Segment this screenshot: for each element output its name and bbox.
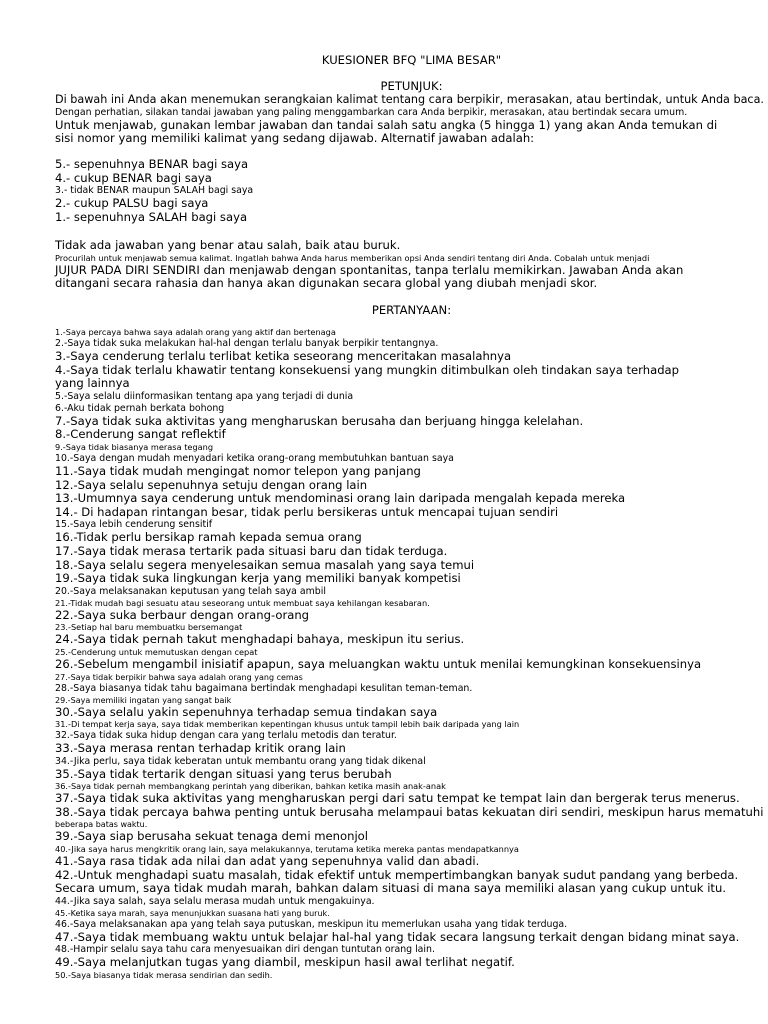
- answer-options: [55, 158, 253, 224]
- question-line: 50.-Saya biasanya tidak merasa sendirian dan sedih.: [55, 970, 273, 981]
- answer-option: 3.- tidak BENAR maupun SALAH bagi saya: [55, 185, 254, 197]
- pertanyaan-heading: PERTANYAAN:: [371, 303, 452, 317]
- question-line: 17.-Saya tidak merasa tertarik pada situasi baru dan tidak terduga.: [55, 543, 448, 558]
- question-line: 1.-Saya percaya bahwa saya adalah orang yang aktif dan bertenaga: [55, 327, 336, 337]
- question-line: 20.-Saya melaksanakan keputusan yang telah saya ambil: [55, 585, 326, 597]
- question-line: 5.-Saya selalu diinformasikan tentang apa yang terjadi di dunia: [55, 390, 354, 402]
- question-line: 3.-Saya cenderung terlalu terlibat ketika seseorang menceritakan masalahnya: [55, 349, 512, 363]
- document-title: KUESIONER BFQ "LIMA BESAR": [321, 53, 502, 67]
- question-line: 2.-Saya tidak suka melakukan hal-hal dengan terlalu banyak berpikir tentangnya.: [55, 338, 439, 349]
- answer-option: 2.- cukup PALSU bagi saya: [55, 196, 209, 211]
- question-line: 8.-Cenderung sangat reflektif: [55, 427, 226, 442]
- question-line: 13.-Umumnya saya cenderung untuk mendominasi orang lain daripada mengalah kepada mereka: [55, 491, 626, 506]
- question-line: 47.-Saya tidak membuang waktu untuk belajar hal-hal yang tidak secara langsung terkait dengan bidang minat saya.: [55, 929, 740, 944]
- question-line: 36.-Saya tidak pernah membangkang perintah yang diberikan, bahkan ketika masih anak-anak: [55, 781, 446, 792]
- answer-option: 1.- sepenuhnya SALAH bagi saya: [55, 209, 248, 224]
- question-line: 4.-Saya tidak terlalu khawatir tentang konsekuensi yang mungkin ditimbulkan oleh tindakan saya terhadap: [55, 362, 680, 377]
- question-line: 41.-Saya rasa tidak ada nilai dan adat yang sepenuhnya valid dan abadi.: [55, 854, 480, 869]
- question-line: Secara umum, saya tidak mudah marah, bahkan dalam situasi di mana saya memiliki alasan yang cukup untuk itu.: [55, 881, 726, 896]
- notes-block: [55, 239, 683, 291]
- answer-option: 4.- cukup BENAR bagi saya: [55, 170, 212, 185]
- question-line: 45.-Ketika saya marah, saya menunjukkan suasana hati yang buruk.: [55, 908, 330, 918]
- question-line: 32.-Saya tidak suka hidup dengan cara yang terlalu metodis dan teratur.: [55, 730, 397, 742]
- instruction-line: Di bawah ini Anda akan menemukan serangkaian kalimat tentang cara berpikir, merasakan, atau bertindak, untuk Anda baca.: [55, 93, 764, 106]
- question-line: 14.- Di hadapan rintangan besar, tidak perlu bersikeras untuk mencapai tujuan sendiri: [55, 504, 559, 519]
- question-list: [55, 327, 768, 981]
- question-line: 26.-Sebelum mengambil inisiatif apapun, saya meluangkan waktu untuk menilai kemungkinan konsekuensinya: [55, 656, 702, 671]
- question-line: 24.-Saya tidak pernah takut menghadapi bahaya, meskipun itu serius.: [55, 632, 465, 647]
- question-line: 9.-Saya tidak biasanya merasa tegang: [55, 441, 214, 452]
- question-line: 23.-Setiap hal baru membuatku bersemangat: [55, 622, 243, 633]
- question-line: yang lainnya: [55, 376, 130, 391]
- question-line: 22.-Saya suka berbaur dengan orang-orang: [55, 607, 310, 622]
- question-line: 7.-Saya tidak suka aktivitas yang mengharuskan berusaha dan berjuang hingga kelelahan.: [55, 413, 584, 428]
- question-line: 25.-Cenderung untuk memutuskan dengan cepat: [55, 646, 258, 657]
- question-line: 12.-Saya selalu sepenuhnya setuju dengan orang lain: [55, 477, 368, 492]
- question-line: 37.-Saya tidak suka aktivitas yang mengharuskan pergi dari satu tempat ke tempat lain dan bergerak terus menerus.: [55, 791, 740, 806]
- question-line: 42.-Untuk menghadapi suatu masalah, tidak efektif untuk mempertimbangkan banyak sudut pandang yang berbeda.: [55, 867, 739, 882]
- instruction-line: Dengan perhatian, silakan tandai jawaban yang paling menggambarkan cara Anda berpikir, merasakan, atau bertindak secara umum.: [55, 106, 688, 118]
- question-line: beberapa batas waktu.: [55, 820, 148, 830]
- question-line: 35.-Saya tidak tertarik dengan situasi yang terus berubah: [55, 766, 392, 781]
- question-line: 48.-Hampir selalu saya tahu cara menyesuaikan diri dengan tuntutan orang lain.: [55, 944, 435, 956]
- question-line: 30.-Saya selalu yakin sepenuhnya terhadap semua tindakan saya: [55, 704, 438, 719]
- note-line: JUJUR PADA DIRI SENDIRI dan menjawab dengan spontanitas, tanpa terlalu memikirkan. Jawaban Anda akan: [55, 262, 684, 277]
- question-line: 11.-Saya tidak mudah mengingat nomor telepon yang panjang: [55, 463, 421, 478]
- instructions-block: [55, 93, 768, 146]
- question-line: 31.-Di tempat kerja saya, saya tidak memberikan kepentingan khusus untuk tampil lebih baik daripada yang lain: [55, 719, 520, 730]
- question-line: 18.-Saya selalu segera menyelesaikan semua masalah yang saya temui: [55, 557, 475, 572]
- question-line: 16.-Tidak perlu bersikap ramah kepada semua orang: [55, 530, 362, 545]
- note-line: Procurilah untuk menjawab semua kalimat. Ingatlah bahwa Anda harus memberikan opsi Anda sendiri tentang diri Anda. Cobalah untuk menjadi: [55, 252, 650, 263]
- answer-option: 5.- sepenuhnya BENAR bagi saya: [55, 157, 249, 171]
- question-line: 39.-Saya siap berusaha sekuat tenaga demi menonjol: [55, 829, 368, 844]
- question-line: 46.-Saya melaksanakan apa yang telah saya putuskan, meskipun itu memerlukan usaha yang tidak terduga.: [55, 918, 568, 930]
- question-line: 6.-Aku tidak pernah berkata bohong: [55, 402, 225, 414]
- question-line: 29.-Saya memiliki ingatan yang sangat baik: [55, 695, 232, 705]
- question-line: 27.-Saya tidak berpikir bahwa saya adalah orang yang cemas: [55, 672, 303, 682]
- question-line: 21.-Tidak mudah bagi sesuatu atau seseorang untuk membuat saya kehilangan kesabaran.: [55, 597, 430, 608]
- note-line: ditangani secara rahasia dan hanya akan digunakan secara global yang diubah menjadi skor.: [55, 276, 598, 291]
- question-line: 49.-Saya melanjutkan tugas yang diambil, meskipun hasil awal terlihat negatif.: [55, 955, 515, 970]
- instruction-line: sisi nomor yang memiliki kalimat yang sedang dijawab. Alternatif jawaban adalah:: [55, 131, 535, 146]
- question-line: 19.-Saya tidak suka lingkungan kerja yang memiliki banyak kompetisi: [55, 571, 461, 586]
- question-line: 40.-Jika saya harus mengkritik orang lain, saya melakukannya, terutama ketika mereka pantas mendapatkannya: [55, 844, 519, 855]
- question-line: 10.-Saya dengan mudah menyadari ketika orang-orang membutuhkan bantuan saya: [55, 452, 454, 464]
- question-line: 28.-Saya biasanya tidak tahu bagaimana bertindak menghadapi kesulitan teman-teman.: [55, 682, 473, 694]
- question-line: 15.-Saya lebih cenderung sensitif: [55, 519, 213, 531]
- question-line: 33.-Saya merasa rentan terhadap kritik orang lain: [55, 741, 346, 756]
- note-line: Tidak ada jawaban yang benar atau salah, baik atau buruk.: [55, 238, 401, 252]
- instruction-line: Untuk menjawab, gunakan lembar jawaban dan tandai salah satu angka (5 hingga 1) yang akan Anda temukan di: [55, 117, 718, 132]
- question-line: 44.-Jika saya salah, saya selalu merasa mudah untuk mengakuinya.: [55, 895, 375, 907]
- petunjuk-heading: PETUNJUK:: [380, 79, 443, 93]
- question-line: 38.-Saya tidak percaya bahwa penting untuk berusaha melampaui batas kekuatan diri sendiri, meskipun harus mematuhi: [55, 804, 764, 819]
- question-line: 34.-Jika perlu, saya tidak keberatan untuk membantu orang yang tidak dikenal: [55, 755, 426, 767]
